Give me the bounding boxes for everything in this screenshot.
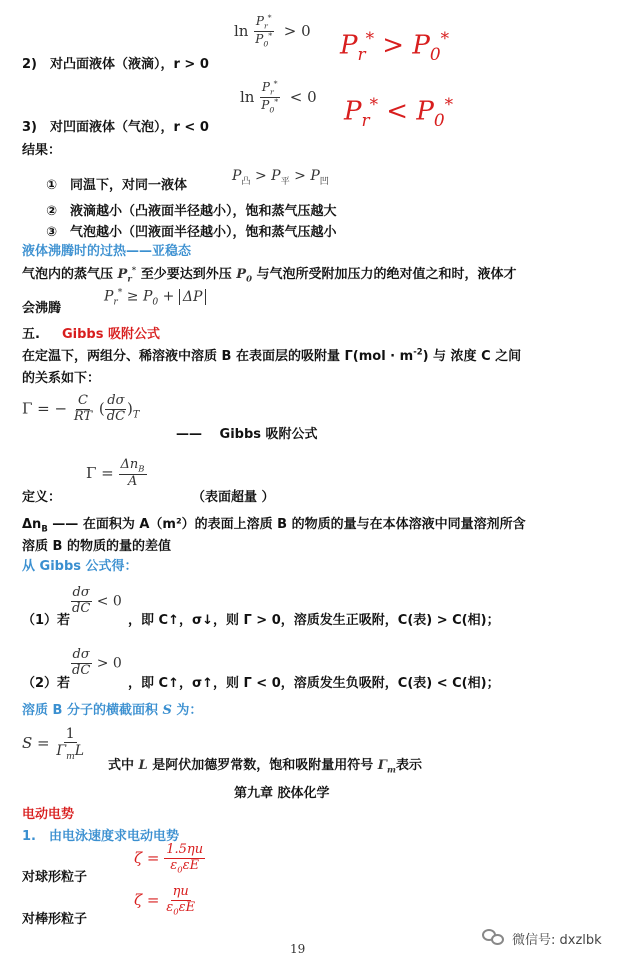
item-concave: 3) 对凹面液体（气泡），r < 0	[22, 120, 209, 135]
ek-sub: 1. 由电泳速度求电动电势	[22, 829, 179, 844]
formula-case2: $\frac{d\sigma}{dC}$ > 0	[72, 647, 122, 678]
formula-definition: Γ = $\frac{\Delta n_B}{A}$	[86, 457, 145, 490]
gibbs-label: —— Gibbs 吸附公式	[176, 427, 318, 442]
formula-area: S = $\frac{1}{\Gamma_mL}$	[22, 726, 85, 762]
def-note: （表面超量 ）	[192, 490, 275, 505]
delta-def: $\Delta n_B$ —— 在面积为 A（m²）的表面上溶质 B 的物质的量与在本体溶液中同量溶剂所含	[22, 517, 526, 534]
result-1: ① 同温下，对同一液体	[46, 178, 188, 193]
item-convex: 2) 对凸面液体（液滴），r > 0	[22, 57, 209, 72]
wechat-icon	[482, 928, 506, 948]
case2-suffix: ，即 C↑，σ↑，则 Γ < 0，溶质发生负吸附，C(表) < C(相)；	[128, 676, 500, 691]
boil-text-2: 会沸腾	[22, 301, 62, 316]
page-number: 19	[290, 942, 306, 956]
formula-boil: $P_r^* \ge P_0 + \Delta P$	[104, 288, 206, 307]
formula-ln-lt: ln $\frac{P_r^*}{P_0^*}$ < 0	[240, 79, 317, 115]
case2-prefix: （2）若	[22, 676, 71, 691]
sphere-label: 对球形粒子	[22, 870, 88, 885]
case1-prefix: （1）若	[22, 613, 71, 628]
formula-rod: ζ = $\frac{\eta u}{\varepsilon_0\varepsilon E}$	[134, 884, 196, 917]
result-pr-gt-p0: $P_r^* > P_0^*$	[340, 28, 450, 64]
gibbs-intro: 在定温下，两组分、稀溶液中溶质 B 在表面层的吸附量 $\Gamma(mol \cdot m^{-2})$ 与 浓度 C 之间	[22, 346, 522, 364]
gibbs-intro-2: 的关系如下：	[22, 371, 101, 386]
section5-title: Gibbs 吸附公式	[62, 327, 161, 342]
result-pr-lt-p0: $P_r^* < P_0^*$	[344, 94, 454, 130]
boil-text: 气泡内的蒸气压 $P_r^*$ 至少要达到外压 $P_0$ 与气泡所受附加压力的绝对值之和时，液体才	[22, 264, 517, 284]
boil-heading: 液体沸腾时的过热——亚稳态	[22, 244, 192, 259]
formula-gibbs: Γ = − $\frac{C}{RT}$ ( $\frac{d\sigma}{dC}$ )$_T$	[22, 393, 140, 424]
rod-label: 对棒形粒子	[22, 912, 88, 927]
def-label: 定义：	[22, 490, 62, 505]
ek-heading: 电动电势	[22, 807, 75, 822]
result-2: ② 液滴越小（凸液面半径越小），饱和蒸气压越大	[46, 204, 337, 219]
wechat-watermark	[482, 928, 602, 948]
case1-suffix: ，即 C↑，σ↓，则 Γ > 0，溶质发生正吸附，C(表) > C(相)；	[128, 613, 500, 628]
result-label: 结果：	[22, 143, 62, 158]
result-3: ③ 气泡越小（凹液面半径越小），饱和蒸气压越小	[46, 225, 337, 240]
delta-def-2: 溶质 B 的物质的量的差值	[22, 539, 171, 554]
area-desc: 式中 L 是阿伏加德罗常数，饱和吸附量用符号 $\Gamma_m$表示	[108, 758, 422, 775]
area-heading: 溶质 B 分子的横截面积 S 为：	[22, 703, 203, 718]
formula-sphere: ζ = $\frac{1.5\eta u}{\varepsilon_0\varepsilon E}$	[134, 842, 204, 875]
formula-case1: $\frac{d\sigma}{dC}$ < 0	[72, 585, 122, 616]
section5-num: 五.	[22, 327, 40, 342]
watermark-text: 微信号: dxzlbk	[512, 932, 602, 948]
formula-ln-gt: ln $\frac{P_r^*}{P_0^*}$ > 0	[234, 13, 311, 49]
from-gibbs: 从 Gibbs 公式得：	[22, 559, 138, 574]
chapter-title: 第九章 胶体化学	[234, 786, 330, 801]
formula-pressure-order: $P_凸 > P_平 > P_凹$	[232, 168, 329, 187]
